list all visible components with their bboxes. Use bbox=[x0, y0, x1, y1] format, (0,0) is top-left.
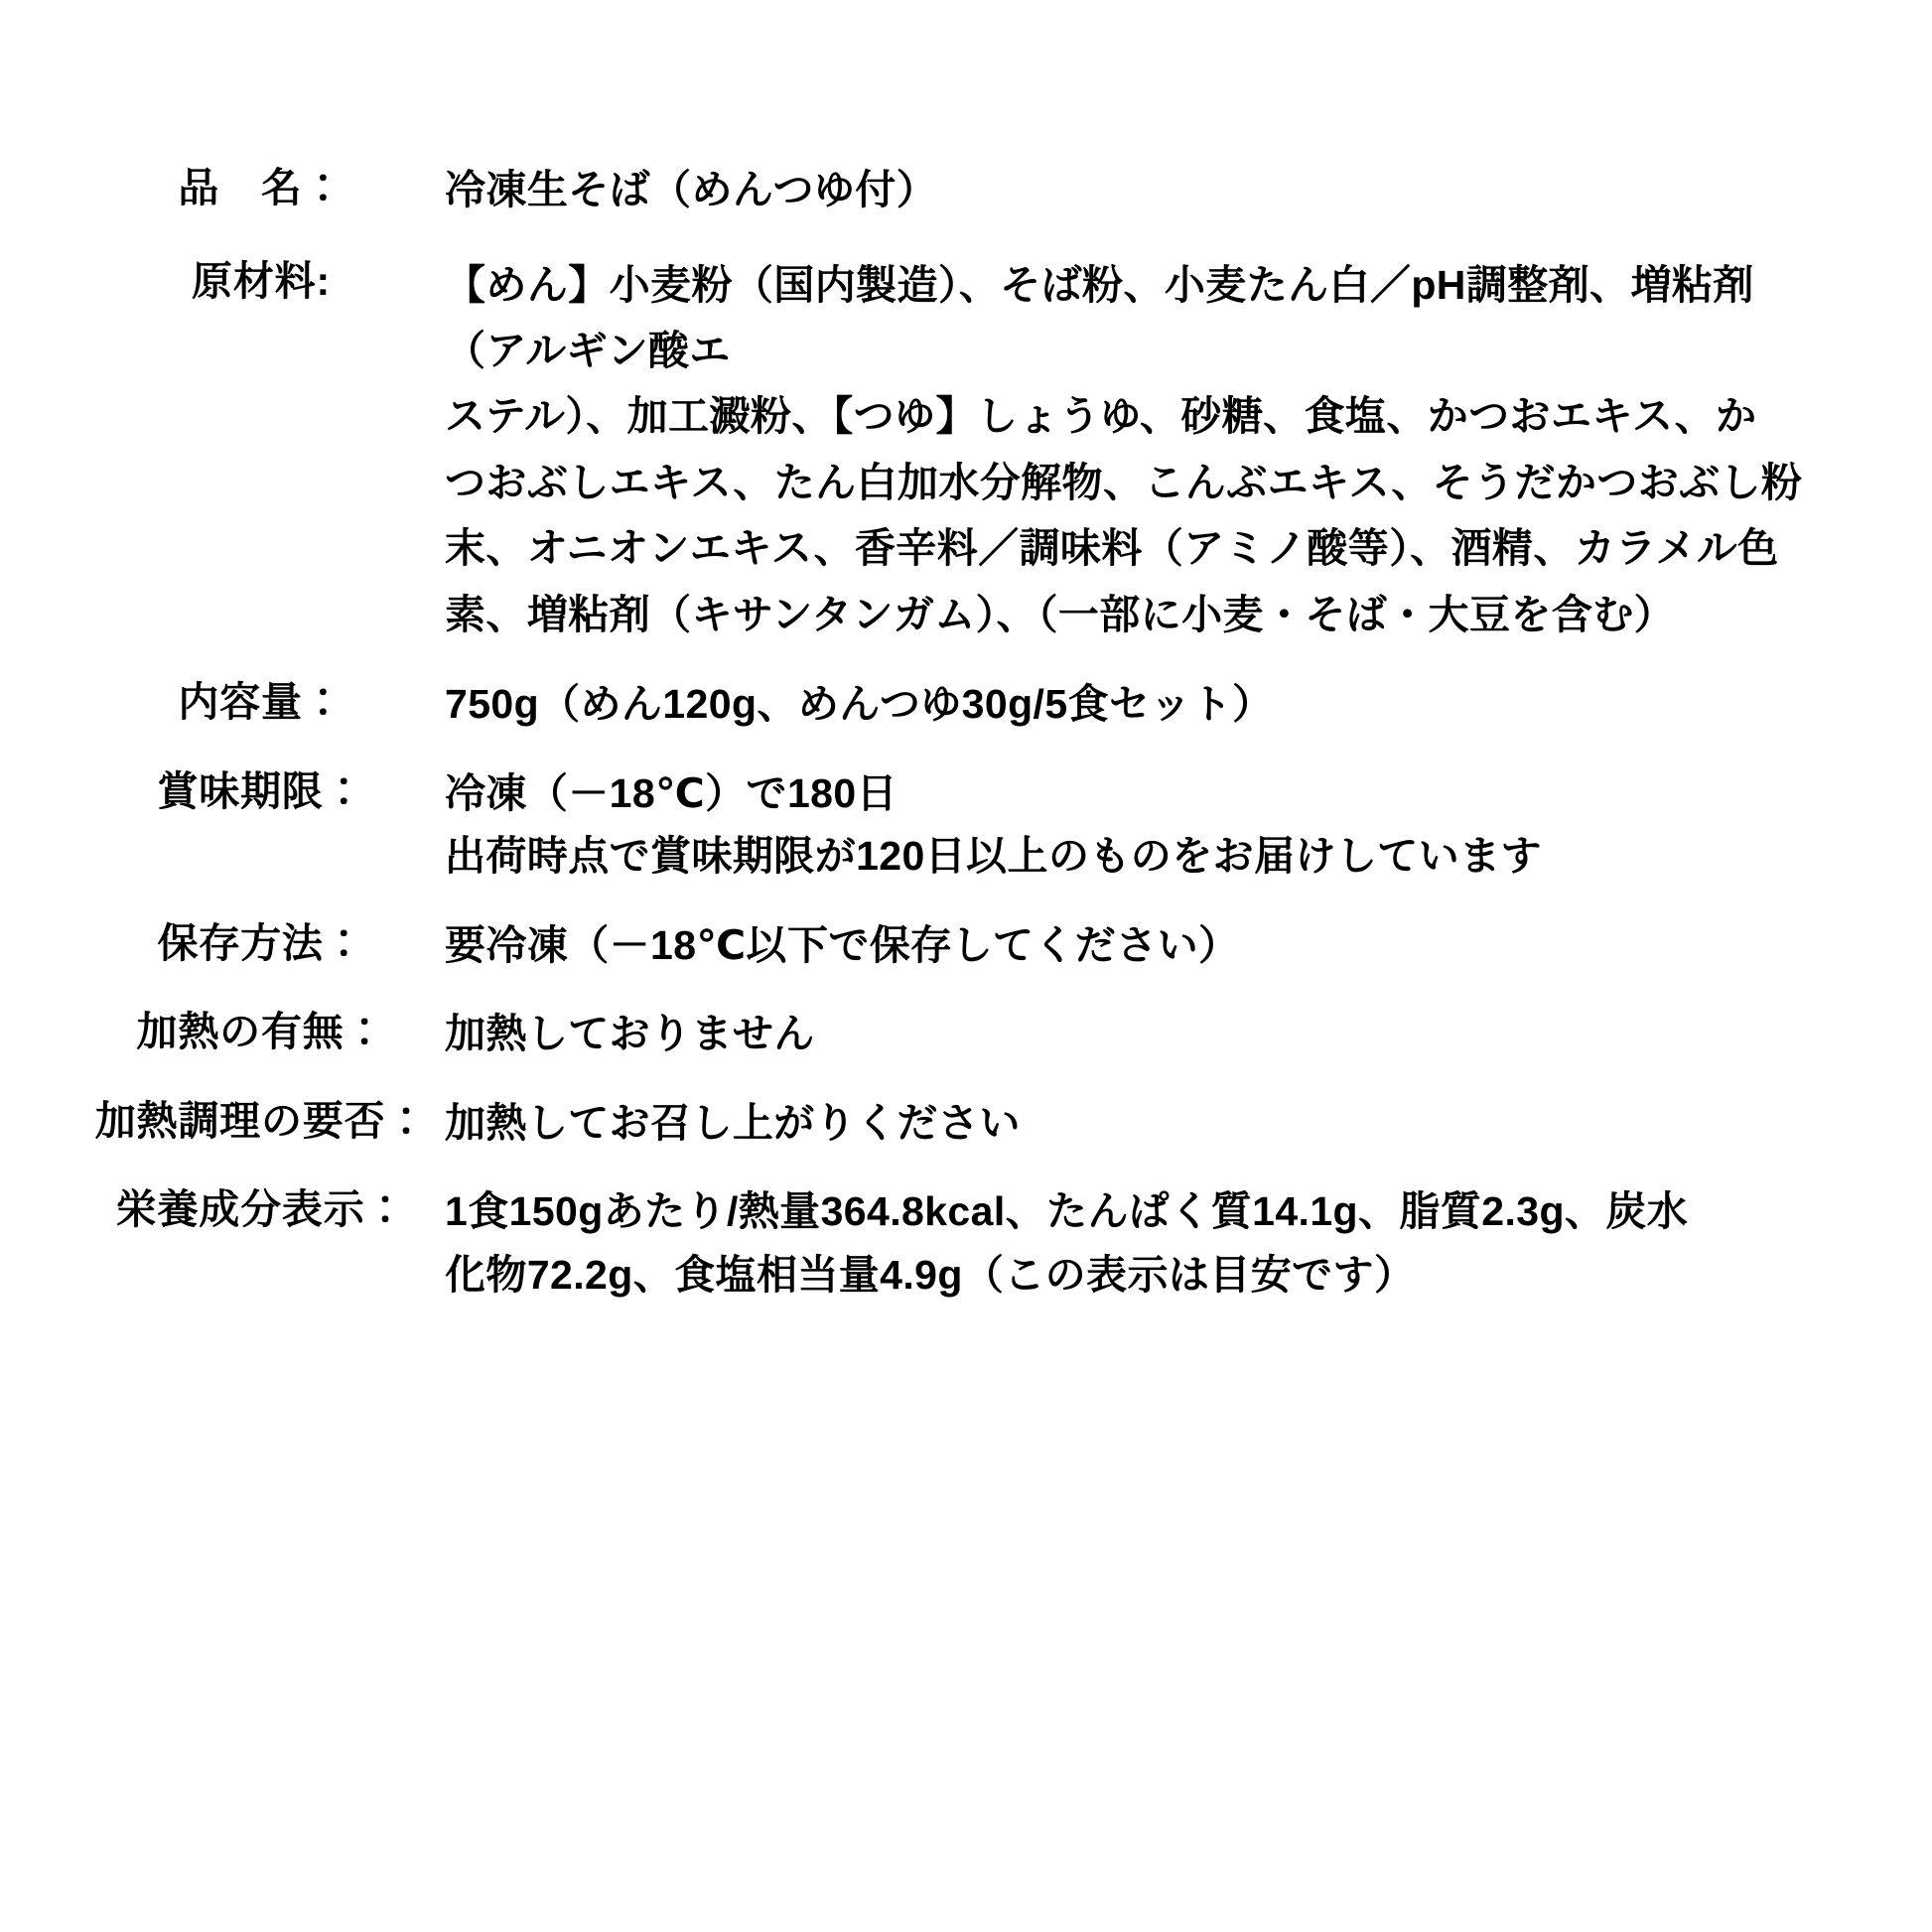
spec-term-storage-method: 保存方法： bbox=[157, 919, 365, 966]
text-line: 1食150gあたり/熱量364.8kcal、たんぱく質14.1g、脂質2.3g、炭水 bbox=[445, 1188, 1689, 1235]
table-row bbox=[77, 1003, 1863, 1092]
text-line: つおぶしエキス、たん白加水分解物、こんぶエキス、そうだかつおぶし粉 bbox=[445, 459, 1803, 505]
text-line: 化物72.2g、食塩相当量4.9g（この表示は目安です） bbox=[445, 1251, 1416, 1298]
text-line: 要冷凍（－18℃以下で保存してください） bbox=[445, 921, 1240, 968]
spec-value-best-before bbox=[445, 762, 1863, 914]
spec-term-product-name: 品 名： bbox=[178, 165, 345, 210]
table-row bbox=[77, 252, 1863, 673]
text-line: 冷凍生そば（めんつゆ付） bbox=[445, 167, 938, 212]
spec-value-ingredients bbox=[445, 252, 1863, 673]
table-row bbox=[77, 762, 1863, 914]
text-line: 【めん】小麦粉（国内製造）、そば粉、小麦たん白／pH調整剤、増粘剤 bbox=[445, 261, 1754, 308]
product-spec-body bbox=[77, 159, 1863, 1332]
text-line: 750g（めん120g、めんつゆ30g/5食セット） bbox=[445, 680, 1274, 727]
text-line: ステル）、加工澱粉、【つゆ】しょうゆ、砂糖、食塩、かつおエキス、か bbox=[445, 393, 1757, 440]
text-line: 加熱してお召し上がりください bbox=[445, 1099, 1021, 1146]
text-line: 加熱しておりません bbox=[445, 1011, 815, 1057]
spec-value-product-name bbox=[445, 159, 1863, 252]
spec-value-cooking-required bbox=[445, 1092, 1863, 1181]
spec-value-storage-method bbox=[445, 914, 1863, 1004]
spec-value-nutrition-facts bbox=[445, 1180, 1863, 1332]
text-line: 冷凍（－18℃）で180日 bbox=[445, 769, 897, 816]
table-row bbox=[77, 1092, 1863, 1181]
text-line: （アルギン酸エ bbox=[445, 327, 731, 373]
text-line: 出荷時点で賞味期限が120日以上のものをお届けしています bbox=[445, 833, 1542, 880]
spec-term-ingredients: 原材料: bbox=[192, 257, 331, 304]
table-row bbox=[77, 159, 1863, 252]
table-row bbox=[77, 914, 1863, 1004]
text-line: 素、増粘剤（キサンタンガム）、（一部に小麦・そば・大豆を含む） bbox=[445, 591, 1676, 637]
spec-term-nutrition-facts: 栄養成分表示： bbox=[115, 1186, 407, 1233]
spec-term-heated-status: 加熱の有無： bbox=[136, 1009, 386, 1055]
product-spec-table bbox=[77, 159, 1863, 1332]
spec-term-net-content: 内容量： bbox=[178, 678, 345, 725]
spec-term-cooking-required: 加熱調理の要否： bbox=[94, 1097, 428, 1144]
spec-term-best-before: 賞味期限： bbox=[157, 767, 365, 814]
text-line: 末、オニオンエキス、香辛料／調味料（アミノ酸等）、酒精、カラメル色 bbox=[445, 525, 1779, 572]
spec-value-heated-status bbox=[445, 1003, 1863, 1092]
table-row bbox=[77, 673, 1863, 762]
spec-value-net-content bbox=[445, 673, 1863, 762]
table-row bbox=[77, 1180, 1863, 1332]
